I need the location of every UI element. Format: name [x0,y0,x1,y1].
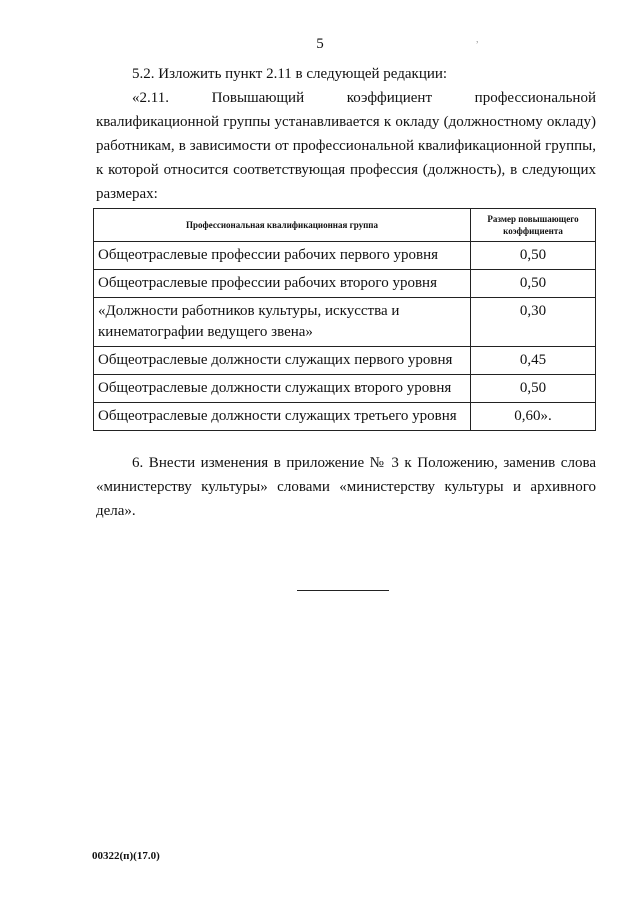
paragraph-6: 6. Внести изменения в приложение № 3 к Положению, заменив слова «министерству культуры» словами «министерству культуры и архивного дела». [96,455,596,519]
group-cell: Общеотраслевые должности служащих третьего уровня [94,403,471,431]
coefficient-cell: 0,50 [471,242,596,270]
coefficient-cell: 0,45 [471,347,596,375]
coefficient-cell: 0,50 [471,270,596,298]
coefficient-cell: 0,60». [471,403,596,431]
paragraph-5-2: 5.2. Изложить пункт 2.11 в следующей редакции: [132,66,448,82]
coefficient-cell: 0,50 [471,375,596,403]
table-row [94,347,596,375]
table-header-row [94,209,596,242]
group-cell: Общеотраслевые профессии рабочих второго уровня [94,270,471,298]
coefficient-cell: 0,30 [471,298,596,347]
table-row [94,403,596,431]
table-row [94,375,596,403]
page-number: 5 [316,36,324,52]
column-header-group: Профессиональная квалификационная группа [94,209,471,242]
scan-speck: , [476,34,479,45]
group-cell: Общеотраслевые профессии рабочих первого уровня [94,242,471,270]
group-cell: Общеотраслевые должности служащих второго уровня [94,375,471,403]
paragraph-2-11: «2.11. Повышающий коэффициент профессиональной квалификационной группы устанавливается к окладу (должностному окладу) работникам, в зависимости от профессиональной квалификационной группы, к которой относится соответствующая профессия (должность), в следующих размерах: [96,90,596,202]
coefficient-table [93,208,596,431]
column-header-coefficient: Размер повышающего коэффициента [471,209,596,242]
document-code: 00322(п)(17.0) [92,850,160,862]
section-divider [297,590,389,591]
table-row [94,270,596,298]
table-row [94,242,596,270]
table-row [94,298,596,347]
group-cell: «Должности работников культуры, искусства и кинематографии ведущего звена» [94,298,471,347]
group-cell: Общеотраслевые должности служащих первого уровня [94,347,471,375]
